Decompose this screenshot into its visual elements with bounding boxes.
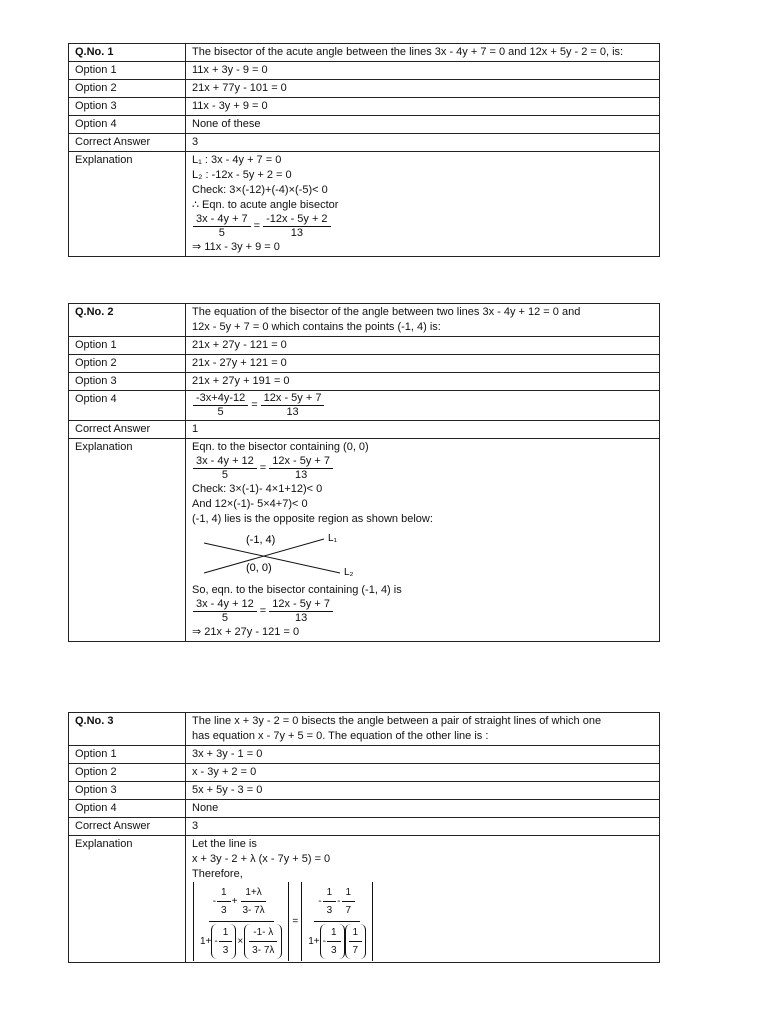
fraction-numerator: 3x - 4y + 12 bbox=[193, 455, 257, 469]
fraction-denominator: 5 bbox=[221, 612, 228, 624]
bisector-equation bbox=[192, 598, 653, 625]
correct-answer: 3 bbox=[186, 818, 660, 836]
option-1: 3x + 3y - 1 = 0 bbox=[186, 746, 660, 764]
qno-label: Q.No. 1 bbox=[69, 44, 186, 62]
question-1-table bbox=[68, 43, 660, 257]
exp-line: L₂ : -12x - 5y + 2 = 0 bbox=[192, 169, 292, 181]
question-3-table bbox=[68, 712, 660, 963]
explanation bbox=[186, 439, 660, 642]
option-4 bbox=[186, 391, 660, 421]
explanation-label: Explanation bbox=[69, 152, 186, 257]
exp-line: Therefore, bbox=[192, 868, 243, 880]
option-3: 5x + 5y - 3 = 0 bbox=[186, 782, 660, 800]
question-text: The bisector of the acute angle between the lines 3x - 4y + 7 = 0 and 12x + 5y - 2 = 0, is: bbox=[186, 44, 660, 62]
line-label-l1: L₁ bbox=[328, 533, 337, 544]
line-label-l2: L₂ bbox=[344, 567, 354, 578]
fraction-denominator: 5 bbox=[217, 406, 224, 418]
fraction-numerator: 12x - 5y + 7 bbox=[269, 455, 333, 469]
exp-line: x + 3y - 2 + λ (x - 7y + 5) = 0 bbox=[192, 853, 331, 865]
equals-sign: = bbox=[292, 916, 299, 927]
abs-right: - $\frac{1}{3}$ - $\frac{1}{7}$ 1 + - $\frac{1}{3}$ $\frac{1}{7}$ bbox=[301, 882, 373, 961]
point-label-neg1-4: (-1, 4) bbox=[246, 534, 276, 546]
fraction-denominator: 5 bbox=[218, 227, 225, 239]
exp-line: (-1, 4) lies is the opposite region as shown below: bbox=[192, 513, 433, 525]
correct-answer-label: Correct Answer bbox=[69, 421, 186, 439]
explanation-label: Explanation bbox=[69, 439, 186, 642]
exp-line: L₁ : 3x - 4y + 7 = 0 bbox=[192, 154, 282, 166]
option-2-label: Option 2 bbox=[69, 764, 186, 782]
option-1-label: Option 1 bbox=[69, 746, 186, 764]
equals-sign: = bbox=[253, 220, 261, 232]
bisector-equation bbox=[192, 213, 653, 240]
bisector-equation bbox=[192, 455, 653, 482]
option-1-label: Option 1 bbox=[69, 337, 186, 355]
exp-line: Check: 3×(-12)+(-4)×(-5)< 0 bbox=[192, 184, 328, 196]
option-2: 21x + 77y - 101 = 0 bbox=[186, 80, 660, 98]
exp-line: ∴ Eqn. to acute angle bisector bbox=[192, 199, 339, 211]
question-text: The line x + 3y - 2 = 0 bisects the angle between a pair of straight lines of which one has equation x - 7y + 5 = 0. The equation of the other line is : bbox=[186, 713, 660, 746]
exp-line: So, eqn. to the bisector containing (-1, 4) is bbox=[192, 584, 402, 596]
fraction-numerator: -3x+4y-12 bbox=[193, 392, 248, 406]
fraction-numerator: 12x - 5y + 7 bbox=[269, 598, 333, 612]
option-3-label: Option 3 bbox=[69, 98, 186, 116]
option-4: None of these bbox=[186, 116, 660, 134]
point-label-origin: (0, 0) bbox=[246, 562, 272, 574]
exp-line: And 12×(-1)- 5×4+7)< 0 bbox=[192, 498, 308, 510]
fraction-numerator: 12x - 5y + 7 bbox=[261, 392, 325, 406]
option-4-label: Option 4 bbox=[69, 391, 186, 421]
lines-figure bbox=[200, 529, 360, 581]
option-4: None bbox=[186, 800, 660, 818]
option-2: 21x - 27y + 121 = 0 bbox=[186, 355, 660, 373]
option-2: x - 3y + 2 = 0 bbox=[186, 764, 660, 782]
fraction-numerator: -12x - 5y + 2 bbox=[263, 213, 330, 227]
exp-line: Let the line is bbox=[192, 838, 257, 850]
equals-sign: = bbox=[259, 605, 267, 617]
explanation bbox=[186, 152, 660, 257]
exp-result: ⇒ 21x + 27y - 121 = 0 bbox=[192, 626, 300, 638]
fraction-denominator: 13 bbox=[295, 469, 308, 481]
option-3-label: Option 3 bbox=[69, 782, 186, 800]
option-3: 11x - 3y + 9 = 0 bbox=[186, 98, 660, 116]
fraction-denominator: 5 bbox=[221, 469, 228, 481]
correct-answer-label: Correct Answer bbox=[69, 134, 186, 152]
qno-label: Q.No. 2 bbox=[69, 304, 186, 337]
option-4-label: Option 4 bbox=[69, 800, 186, 818]
explanation bbox=[186, 836, 660, 963]
option-1-label: Option 1 bbox=[69, 62, 186, 80]
question-2-table bbox=[68, 303, 660, 642]
option-1: 21x + 27y - 121 = 0 bbox=[186, 337, 660, 355]
exp-result: ⇒ 11x - 3y + 9 = 0 bbox=[192, 241, 280, 253]
equals-sign: = bbox=[251, 399, 258, 411]
exp-line: Eqn. to the bisector containing (0, 0) bbox=[192, 441, 369, 453]
fraction-numerator: 3x - 4y + 12 bbox=[193, 598, 257, 612]
line-l2 bbox=[204, 543, 340, 573]
correct-answer: 3 bbox=[186, 134, 660, 152]
option-2-label: Option 2 bbox=[69, 80, 186, 98]
option-4-label: Option 4 bbox=[69, 116, 186, 134]
correct-answer-label: Correct Answer bbox=[69, 818, 186, 836]
question-text: The equation of the bisector of the angle between two lines 3x - 4y + 12 = 0 and 12x - 5y + 7 = 0 which contains the points (-1, 4) is: bbox=[186, 304, 660, 337]
option-3: 21x + 27y + 191 = 0 bbox=[186, 373, 660, 391]
option-3-label: Option 3 bbox=[69, 373, 186, 391]
fraction-denominator: 13 bbox=[290, 227, 303, 239]
explanation-label: Explanation bbox=[69, 836, 186, 963]
fraction-numerator: 3x - 4y + 7 bbox=[193, 213, 251, 227]
fraction-denominator: 13 bbox=[286, 406, 299, 418]
qno-label: Q.No. 3 bbox=[69, 713, 186, 746]
angle-formula bbox=[192, 882, 653, 961]
correct-answer: 1 bbox=[186, 421, 660, 439]
exp-line: Check: 3×(-1)- 4×1+12)< 0 bbox=[192, 483, 323, 495]
fraction-denominator: 13 bbox=[295, 612, 308, 624]
option-2-label: Option 2 bbox=[69, 355, 186, 373]
option-1: 11x + 3y - 9 = 0 bbox=[186, 62, 660, 80]
equals-sign: = bbox=[259, 462, 267, 474]
abs-left: - $\frac{1}{3}$ + $\frac{1+\lambda}{3- 7\lambda}$ 1 + - $\frac{1}{3}$ × $\frac{-1- \lambda}{3- 7\lambda}$ bbox=[193, 882, 289, 961]
